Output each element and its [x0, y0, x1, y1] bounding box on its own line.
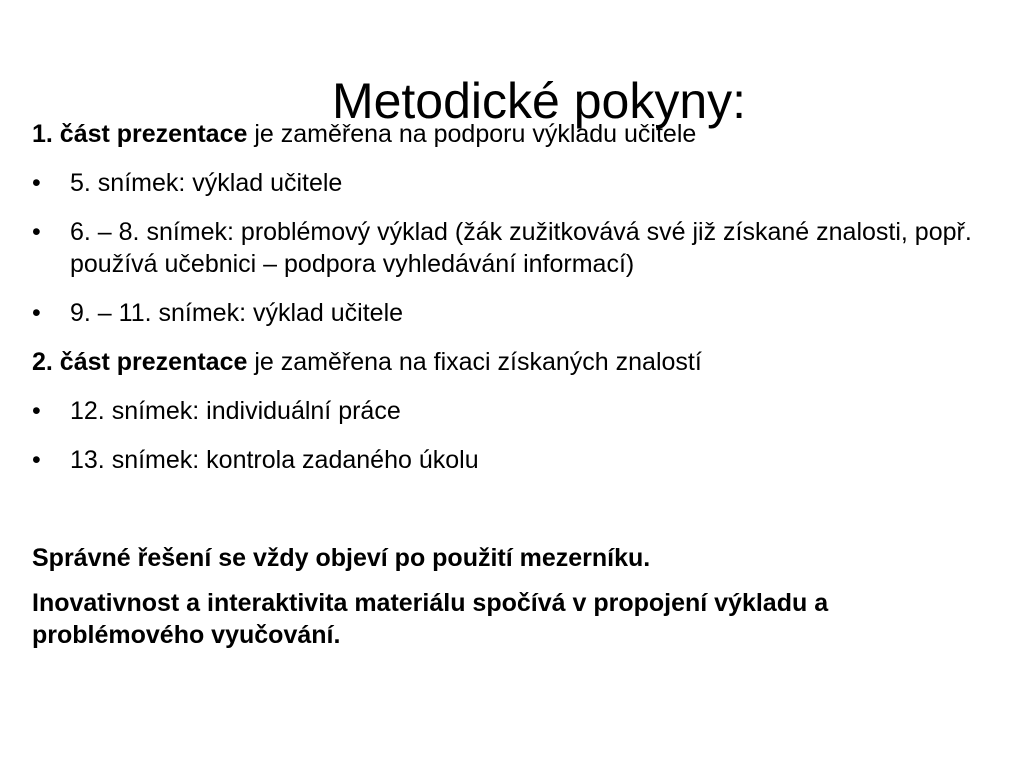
note-innovation: Inovativnost a interaktivita materiálu spočívá v propojení výkladu a problémového vyučování.	[32, 589, 829, 649]
section2-heading	[32, 346, 982, 378]
empty-line	[32, 493, 982, 525]
bullet-icon: •	[32, 397, 41, 425]
bullet-text: 6. – 8. snímek: problémový výklad (žák zužitkovává své již získané znalosti, popř. používá učebnici – podpora vyhledávání informací)	[70, 218, 972, 278]
bullet-icon: •	[32, 299, 41, 327]
bullet-item	[32, 297, 982, 329]
bullet-icon: •	[32, 169, 41, 197]
bullet-item	[32, 444, 982, 476]
bullet-icon: •	[32, 446, 41, 474]
section1-heading	[32, 118, 982, 150]
bullet-icon: •	[32, 218, 41, 246]
bullet-text: 5. snímek: výklad učitele	[70, 169, 343, 197]
note-solution: Správné řešení se vždy objeví po použití mezerníku.	[32, 544, 651, 572]
slide-body	[32, 118, 982, 668]
bullet-text: 9. – 11. snímek: výklad učitele	[70, 299, 404, 327]
bullet-item	[32, 216, 982, 280]
slide-title: Metodické pokyny:	[331, 72, 747, 129]
bullet-item	[32, 167, 982, 199]
bullet-item	[32, 395, 982, 427]
bullet-text: 12. snímek: individuální práce	[70, 397, 401, 425]
section1-lead-rest: je zaměřena na podporu výkladu učitele	[247, 120, 697, 148]
section1-lead-bold: 1. část prezentace	[32, 120, 248, 148]
section2-lead-bold: 2. část prezentace	[32, 348, 248, 376]
bullet-text: 13. snímek: kontrola zadaného úkolu	[70, 446, 479, 474]
section2-lead-rest: je zaměřena na fixaci získaných znalostí	[247, 348, 702, 376]
